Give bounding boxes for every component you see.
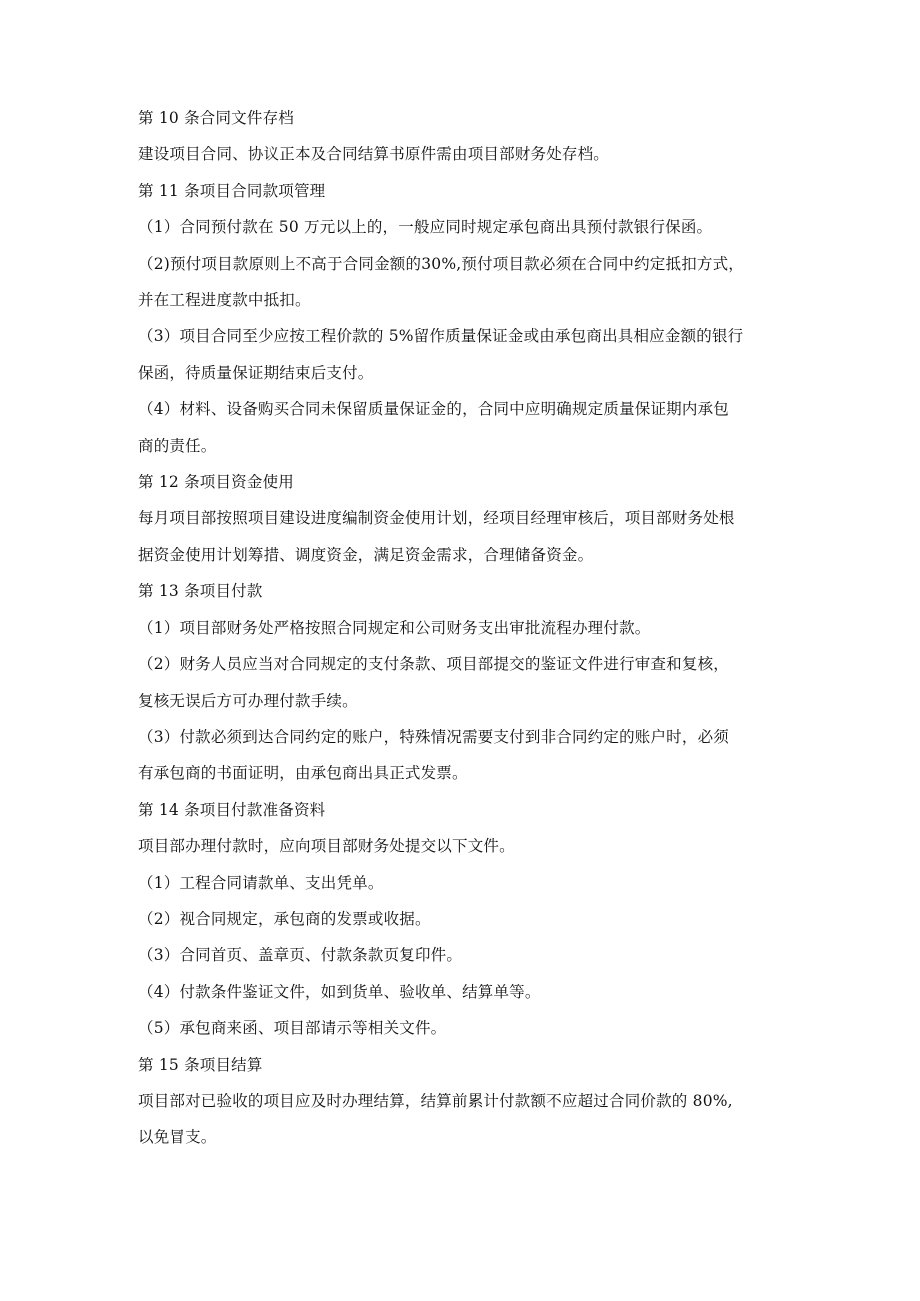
article-11-item-3-line-2: 保函，待质量保证期结束后支付。 [138,363,374,382]
article-11-heading: 第 11 条项目合同款项管理 [138,181,326,200]
article-11-item-2-line-1: （2)预付项目款原则上不高于合同金额的30%,预付项目款必须在合同中约定抵扣方式， [138,254,744,273]
article-15-text-line-1: 项目部对已验收的项目应及时办理结算，结算前累计付款额不应超过合同价款的 80%, [138,1091,733,1110]
article-14-text: 项目部办理付款时，应向项目部财务处提交以下文件。 [138,837,515,856]
article-13-item-3-line-1: （3）付款必须到达合同约定的账户，特殊情况需要支付到非合同约定的账户时，必须 [138,727,729,746]
article-15-heading: 第 15 条项目结算 [138,1055,263,1074]
article-11-item-2-line-2: 并在工程进度款中抵扣。 [138,291,311,310]
article-13-item-3-line-2: 有承包商的书面证明，由承包商出具正式发票。 [138,764,468,783]
article-15-text-line-2: 以免冒支。 [138,1128,217,1147]
article-12-text-line-1: 每月项目部按照项目建设进度编制资金使用计划，经项目经理审核后，项目部财务处根 [138,509,735,528]
article-12-heading: 第 12 条项目资金使用 [138,473,294,492]
article-11-item-4-line-1: （4）材料、设备购买合同未保留质量保证金的，合同中应明确规定质量保证期内承包 [138,400,729,419]
article-10-text: 建设项目合同、协议正本及合同结算书原件需由项目部财务处存档。 [138,145,610,164]
article-10-heading: 第 10 条合同文件存档 [138,109,294,127]
article-13-heading: 第 13 条项目付款 [138,582,263,601]
article-11-item-3-line-1: （3）项目合同至少应按工程价款的 5%留作质量保证金或由承包商出具相应金额的银行 [138,327,744,346]
document-page [138,100,786,1156]
article-14-item-4: （4）付款条件鉴证文件，如到货单、验收单、结算单等。 [138,982,541,1001]
article-14-item-5: （5）承包商来函、项目部请示等相关文件。 [138,1019,447,1038]
article-14-item-3: （3）合同首页、盖章页、付款条款页复印件。 [138,946,463,965]
article-14-item-1: （1）工程合同请款单、支出凭单。 [138,873,384,892]
article-14-item-2: （2）视合同规定，承包商的发票或收据。 [138,909,431,928]
article-13-item-2-line-1: （2）财务人员应当对合同规定的支付条款、项目部提交的鉴证文件进行审查和复核， [138,655,729,674]
article-12-text-line-2: 据资金使用计划筹措、调度资金，满足资金需求，合理储备资金。 [138,545,594,564]
article-14-heading: 第 14 条项目付款准备资料 [138,800,326,819]
article-13-item-2-line-2: 复核无误后方可办理付款手续。 [138,691,358,710]
article-13-item-1: （1）项目部财务处严格按照合同规定和公司财务支出审批流程办理付款。 [138,618,651,637]
article-11-item-1: （1）合同预付款在 50 万元以上的，一般应同时规定承包商出具预付款银行保函。 [138,218,713,237]
article-11-item-4-line-2: 商的责任。 [138,436,217,455]
